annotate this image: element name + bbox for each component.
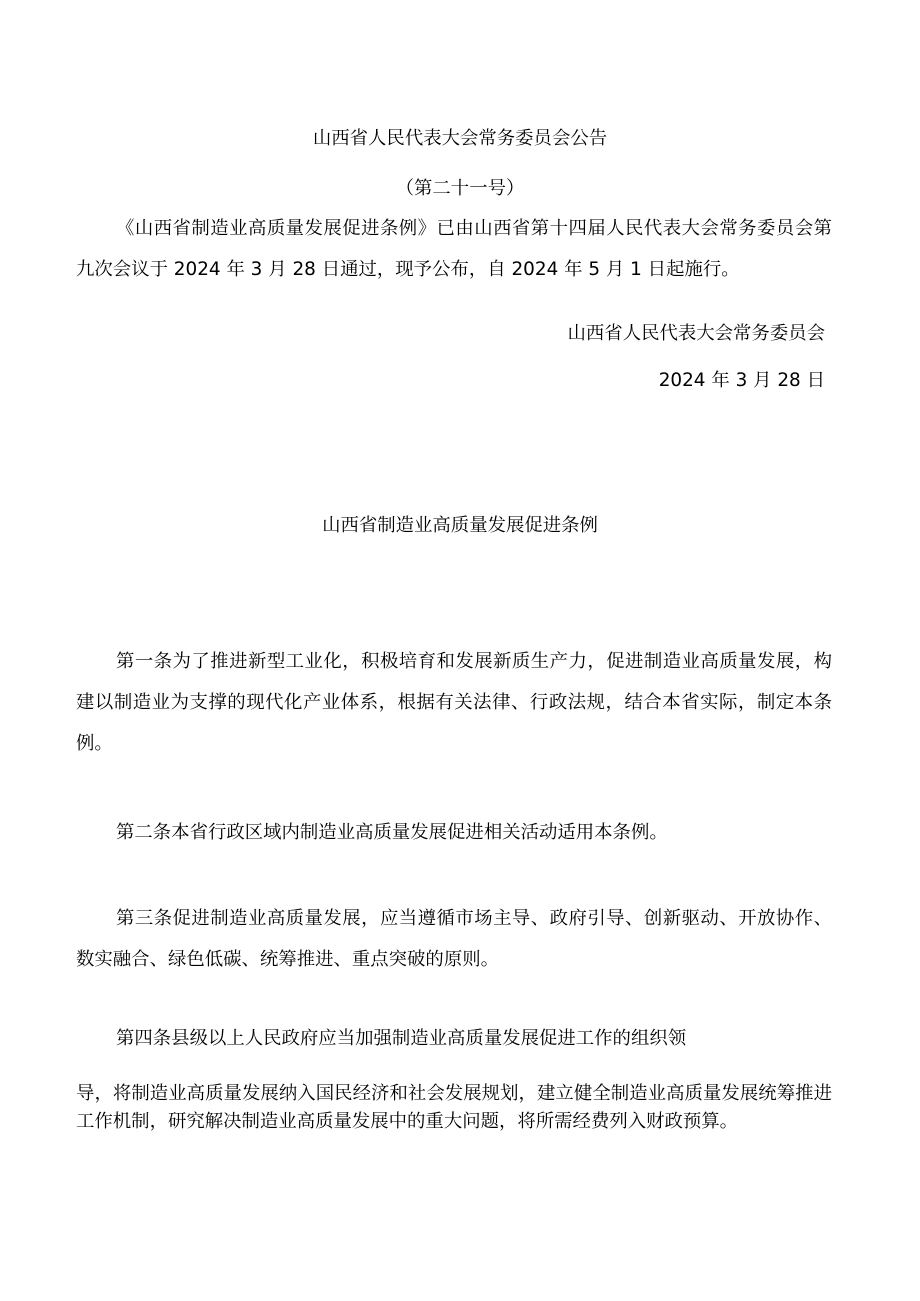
announcement-title: 山西省人民代表大会常务委员会公告	[312, 128, 608, 149]
announcement-body: 《山西省制造业高质量发展促进条例》已由山西省第十四届人民代表大会常务委员会第九次会议于 2024 年 3 月 28 日通过，现予公布，自 2024 年 5 月 1 日起施行。	[76, 218, 832, 280]
announcement-number: （第二十一号）	[395, 178, 525, 199]
article-1: 第一条为了推进新型工业化，积极培育和发展新质生产力，促进制造业高质量发展，构建以制造业为支撑的现代化产业体系，根据有关法律、行政法规，结合本省实际，制定本条例。	[76, 651, 832, 754]
announcement-date: 2024 年 3 月 28 日	[658, 370, 825, 391]
regulation-title: 山西省制造业高质量发展促进条例	[322, 515, 598, 536]
article-2: 第二条本省行政区域内制造业高质量发展促进相关活动适用本条例。	[116, 822, 668, 843]
article-4-continuation: 导，将制造业高质量发展纳入国民经济和社会发展规划，建立健全制造业高质量发展统筹推进工作机制，研究解决制造业高质量发展中的重大问题，将所需经费列入财政预算。	[76, 1083, 832, 1132]
announcement-signature: 山西省人民代表大会常务委员会	[567, 323, 825, 344]
article-3: 第三条促进制造业高质量发展，应当遵循市场主导、政府引导、创新驱动、开放协作、数实融合、绿色低碳、统筹推进、重点突破的原则。	[76, 908, 832, 970]
article-4-first-line: 第四条县级以上人民政府应当加强制造业高质量发展促进工作的组织领	[116, 1028, 687, 1049]
